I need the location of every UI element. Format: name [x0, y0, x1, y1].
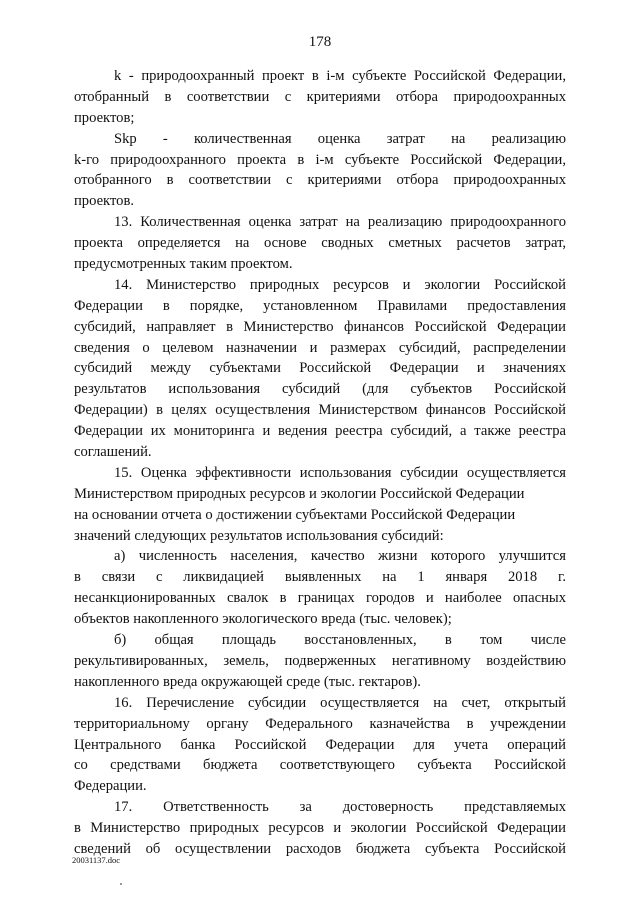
text-line: 16. Перечисление субсидии осуществляется на счет, открытый [114, 694, 566, 711]
text-line: проектов; [74, 109, 135, 126]
text-line: Центрального банка Российской Федерации для учета операций [74, 736, 566, 753]
text-line: предусмотренных таким проектом. [74, 256, 293, 273]
text-line: несанкционированных свалок в границах городов и наиболее опасных [74, 590, 566, 607]
text-line: значений следующих результатов использования субсидий: [74, 527, 444, 544]
text-line: а) численность населения, качество жизни которого улучшится [114, 548, 566, 565]
text-line: накопленного вреда окружающей среде (тыс. гектаров). [74, 673, 421, 690]
text-line: соглашений. [74, 444, 152, 461]
footer-document-code: 20031137.doc [72, 855, 121, 865]
text-line: на основании отчета о достижении субъектами Российской Федерации [74, 506, 516, 523]
text-line: сведения о целевом назначении и размерах субсидий, распределении [74, 339, 566, 356]
text-line: со средствами бюджета соответствующего субъекта Российской [74, 757, 566, 774]
text-line: территориальному органу Федерального казначейства в учреждении [74, 715, 566, 732]
page-number: 178 [308, 34, 332, 50]
text-line: 17. Ответственность за достоверность представляемых [114, 799, 566, 816]
text-line: Федерации их мониторинга и ведения реестра субсидий, а также реестра [74, 423, 566, 440]
text-line: рекультивированных, земель, подверженных негативному воздействию [74, 652, 566, 669]
text-line: отобранного в соответствии с критериями отбора природоохранных [74, 172, 566, 189]
text-line: Федерации. [74, 778, 147, 795]
text-line: 13. Количественная оценка затрат на реализацию природоохранного [114, 214, 566, 231]
text-line: в связи с ликвидацией выявленных на 1 января 2018 г. [74, 569, 566, 586]
text-line: б) общая площадь восстановленных, в том числе [114, 632, 566, 649]
text-line: k - природоохранный проект в i-м субъекте Российской Федерации, [114, 68, 566, 84]
text-line: Skp - количественная оценка затрат на реализацию [114, 130, 566, 147]
text-line: объектов накопленного экологического вреда (тыс. человек); [74, 611, 452, 628]
text-line: сведений об осуществлении расходов бюджета субъекта Российской [74, 840, 566, 857]
text-line: 14. Министерство природных ресурсов и экологии Российской [114, 276, 566, 293]
document-body [74, 66, 566, 860]
text-line: Федерации) в целях осуществления Министерством финансов Российской [74, 402, 566, 419]
text-line: субсидий, направляет в Министерство финансов Российской Федерации [74, 318, 566, 335]
text-line: Федерации в порядке, установленном Правилами предоставления [74, 297, 566, 314]
text-line: в Министерство природных ресурсов и экологии Российской Федерации [74, 820, 566, 837]
text-line: 15. Оценка эффективности использования субсидии осуществляется [114, 464, 566, 481]
text-line: проектов. [74, 193, 134, 210]
text-line: проекта определяется на основе сводных сметных расчетов затрат, [74, 235, 566, 252]
margin-mark [120, 883, 122, 885]
text-line: отобранный в соответствии с критериями отбора природоохранных [74, 88, 566, 105]
text-line: k-го природоохранного проекта в i-м субъекте Российской Федерации, [74, 151, 566, 168]
text-line: результатов использования субсидий (для субъектов Российской [74, 381, 566, 398]
text-line: субсидий между субъектами Российской Федерации и значениях [74, 360, 566, 377]
text-line: Министерством природных ресурсов и экологии Российской Федерации [74, 485, 525, 502]
